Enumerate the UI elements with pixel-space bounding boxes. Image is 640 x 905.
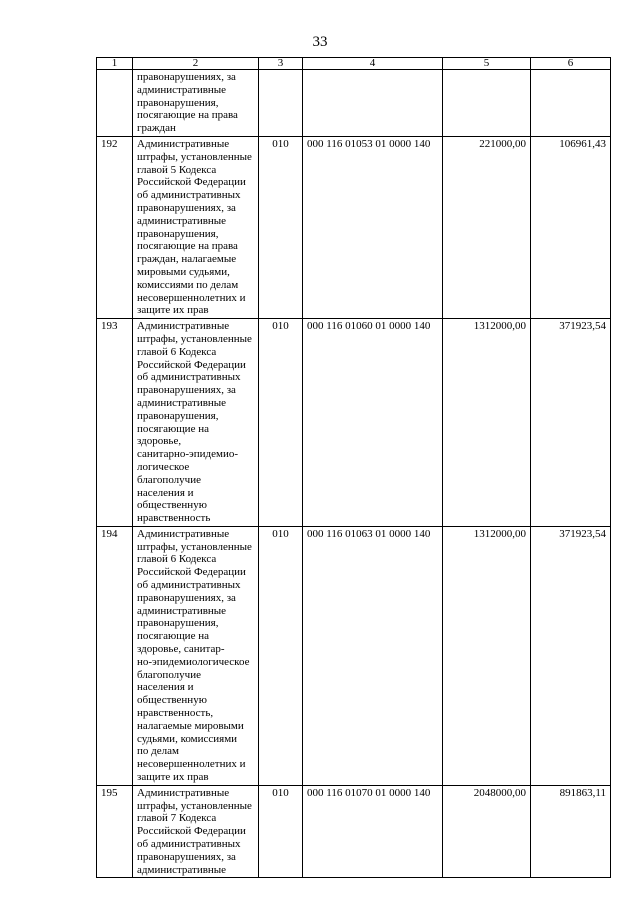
description-line: административные <box>137 396 227 409</box>
description-cell <box>133 136 259 318</box>
description-line: штрафы, установленные <box>137 150 252 163</box>
description-line: административные <box>137 83 227 96</box>
description-line: Российской Федерации <box>137 358 246 371</box>
description-line: правонарушениях, за <box>137 201 236 214</box>
description-line: правонарушения, <box>137 409 219 422</box>
plan-amount-cell: 1312000,00 <box>443 526 531 785</box>
description-line: логическое <box>137 460 190 473</box>
row-number-cell <box>97 70 133 137</box>
table-row <box>97 319 611 527</box>
executed-amount-cell: 106961,43 <box>531 136 611 318</box>
header-cell-1: 1 <box>97 58 133 70</box>
description-line: комиссиями по делам <box>137 278 239 291</box>
description-line: здоровье, санитар- <box>137 643 225 656</box>
description-line: посягающие на права <box>137 240 238 253</box>
description-line: Российской Федерации <box>137 825 246 838</box>
description-line: главой 6 Кодекса <box>137 345 217 358</box>
description-line: правонарушениях, за <box>137 71 236 83</box>
description-cell <box>133 785 259 878</box>
budget-code-cell: 000 116 01070 01 0000 140 <box>303 785 443 878</box>
description-line: Административные <box>137 527 230 540</box>
description-line: Российской Федерации <box>137 176 246 189</box>
description-line: правонарушения, <box>137 227 219 240</box>
row-number-cell: 193 <box>97 319 133 527</box>
description-line: Административные <box>137 320 230 333</box>
description-line: правонарушения, <box>137 617 219 630</box>
description-line: посягающие на права <box>137 109 238 122</box>
admin-code-cell <box>259 70 303 137</box>
plan-amount-cell: 221000,00 <box>443 136 531 318</box>
description-line: административные <box>137 863 227 876</box>
header-cell-3: 3 <box>259 58 303 70</box>
admin-code-cell: 010 <box>259 785 303 878</box>
budget-code-cell: 000 116 01053 01 0000 140 <box>303 136 443 318</box>
plan-amount-cell <box>443 70 531 137</box>
description-line: главой 6 Кодекса <box>137 553 217 566</box>
description-line: защите их прав <box>137 304 209 317</box>
admin-code-cell: 010 <box>259 526 303 785</box>
page-number: 33 <box>312 34 328 50</box>
description-line: по делам <box>137 745 179 758</box>
description-line: общественную <box>137 499 207 512</box>
row-number-cell: 194 <box>97 526 133 785</box>
description-line: благополучие <box>137 668 201 681</box>
table-row <box>97 785 611 878</box>
row-number-cell: 195 <box>97 785 133 878</box>
description-line: правонарушениях, за <box>137 591 236 604</box>
description-line: населения и <box>137 681 194 694</box>
description-line: налагаемые мировыми <box>137 719 244 732</box>
table-header-row <box>97 58 611 70</box>
budget-code-cell <box>303 70 443 137</box>
description-line: граждан <box>137 122 176 135</box>
description-line: Российской Федерации <box>137 566 246 579</box>
plan-amount-cell: 2048000,00 <box>443 785 531 878</box>
description-line: Административные <box>137 786 230 799</box>
description-line: штрафы, установленные <box>137 540 252 553</box>
description-line: несовершеннолетних и <box>137 291 246 304</box>
description-line: нравственность, <box>137 707 214 720</box>
executed-amount-cell: 891863,11 <box>531 785 611 878</box>
description-line: мировыми судьями, <box>137 265 230 278</box>
admin-code-cell: 010 <box>259 136 303 318</box>
description-line: посягающие на <box>137 422 209 435</box>
description-line: но-эпидемиологическое <box>137 655 250 668</box>
header-cell-5: 5 <box>443 58 531 70</box>
description-line: административные <box>137 214 227 227</box>
table-row <box>97 70 611 137</box>
header-cell-4: 4 <box>303 58 443 70</box>
row-number-cell: 192 <box>97 136 133 318</box>
header-cell-2: 2 <box>133 58 259 70</box>
executed-amount-cell: 371923,54 <box>531 319 611 527</box>
description-line: главой 5 Кодекса <box>137 163 217 176</box>
description-line: защите их прав <box>137 771 209 784</box>
description-line: штрафы, установленные <box>137 332 252 345</box>
description-line: административные <box>137 604 227 617</box>
description-line: об административных <box>137 838 241 851</box>
description-line: об административных <box>137 371 241 384</box>
description-line: главой 7 Кодекса <box>137 812 217 825</box>
description-line: благополучие <box>137 473 201 486</box>
description-line: посягающие на <box>137 630 209 643</box>
description-line: граждан, налагаемые <box>137 253 237 266</box>
description-line: судьями, комиссиями <box>137 732 238 745</box>
budget-code-cell: 000 116 01063 01 0000 140 <box>303 526 443 785</box>
budget-code-cell: 000 116 01060 01 0000 140 <box>303 319 443 527</box>
table-row <box>97 526 611 785</box>
description-cell <box>133 70 259 137</box>
description-line: здоровье, <box>137 435 182 448</box>
description-cell <box>133 319 259 527</box>
plan-amount-cell: 1312000,00 <box>443 319 531 527</box>
admin-code-cell: 010 <box>259 319 303 527</box>
description-line: штрафы, установленные <box>137 799 252 812</box>
executed-amount-cell <box>531 70 611 137</box>
description-line: правонарушениях, за <box>137 384 236 397</box>
budget-table <box>96 57 611 878</box>
description-line: санитарно-эпидемио- <box>137 448 239 461</box>
description-line: населения и <box>137 486 194 499</box>
executed-amount-cell: 371923,54 <box>531 526 611 785</box>
description-line: об административных <box>137 189 241 202</box>
table-row <box>97 136 611 318</box>
description-line: правонарушениях, за <box>137 850 236 863</box>
description-line: общественную <box>137 694 207 707</box>
description-cell <box>133 526 259 785</box>
description-line: правонарушения, <box>137 96 219 109</box>
description-line: об административных <box>137 579 241 592</box>
description-line: несовершеннолетних и <box>137 758 246 771</box>
description-line: нравственность <box>137 512 211 525</box>
description-line: Административные <box>137 137 230 150</box>
header-cell-6: 6 <box>531 58 611 70</box>
